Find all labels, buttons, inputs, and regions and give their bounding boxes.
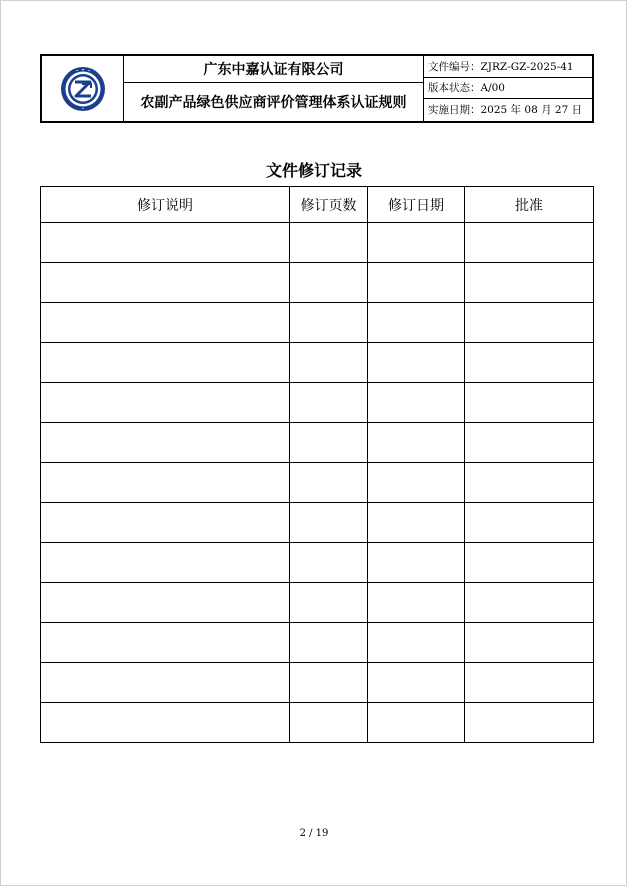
- table-row: [41, 463, 594, 503]
- table-row: [41, 383, 594, 423]
- revision-table: [40, 186, 594, 743]
- table-row: [41, 343, 594, 383]
- table-cell: [290, 463, 368, 503]
- table-cell: [290, 223, 368, 263]
- column-header-pages: 修订页数: [290, 187, 368, 223]
- table-cell: [290, 503, 368, 543]
- column-header-approval: 批准: [465, 187, 594, 223]
- table-cell: [465, 223, 594, 263]
- table-cell: [41, 263, 290, 303]
- table-cell: [368, 303, 465, 343]
- table-cell: [368, 503, 465, 543]
- table-cell: [465, 303, 594, 343]
- table-cell: [290, 583, 368, 623]
- table-cell: [290, 343, 368, 383]
- effective-date: 实施日期：2025 年 08 月 27 日: [428, 104, 583, 117]
- company-name: 广东中嘉认证有限公司: [124, 56, 423, 83]
- table-cell: [465, 463, 594, 503]
- table-cell: [368, 383, 465, 423]
- table-row: [41, 703, 594, 743]
- table-cell: [290, 423, 368, 463]
- table-cell: [41, 543, 290, 583]
- table-cell: [465, 423, 594, 463]
- table-cell: [290, 623, 368, 663]
- document-header: [40, 54, 594, 123]
- table-cell: [368, 543, 465, 583]
- table-cell: [465, 383, 594, 423]
- table-cell: [368, 263, 465, 303]
- meta-cell: [424, 56, 592, 121]
- table-cell: [465, 703, 594, 743]
- section-title: 文件修订记录: [265, 161, 362, 180]
- table-cell: [465, 343, 594, 383]
- table-row: [41, 263, 594, 303]
- table-cell: [290, 703, 368, 743]
- table-row: [41, 423, 594, 463]
- table-cell: [465, 263, 594, 303]
- table-cell: [41, 583, 290, 623]
- table-cell: [41, 503, 290, 543]
- table-row: [41, 583, 594, 623]
- logo-cell: [42, 56, 124, 121]
- table-cell: [465, 663, 594, 703]
- table-cell: [41, 383, 290, 423]
- revision-table-body: [41, 223, 594, 743]
- table-cell: [368, 663, 465, 703]
- table-cell: [290, 263, 368, 303]
- table-cell: [41, 223, 290, 263]
- table-cell: [465, 503, 594, 543]
- table-cell: [41, 463, 290, 503]
- page-number: 2 / 19: [299, 828, 329, 839]
- column-header-description: 修订说明: [41, 187, 290, 223]
- table-cell: [290, 383, 368, 423]
- table-cell: [290, 543, 368, 583]
- table-cell: [368, 423, 465, 463]
- table-row: [41, 623, 594, 663]
- column-header-date: 修订日期: [368, 187, 465, 223]
- table-cell: [41, 663, 290, 703]
- table-cell: [41, 343, 290, 383]
- table-row: [41, 303, 594, 343]
- table-cell: [290, 303, 368, 343]
- table-cell: [368, 223, 465, 263]
- table-cell: [41, 303, 290, 343]
- title-cell: [124, 56, 424, 121]
- table-row: [41, 543, 594, 583]
- table-row: [41, 503, 594, 543]
- table-header-row: [41, 187, 594, 223]
- table-cell: [368, 463, 465, 503]
- table-row: [41, 663, 594, 703]
- table-cell: [41, 703, 290, 743]
- table-cell: [368, 583, 465, 623]
- table-cell: [290, 663, 368, 703]
- table-cell: [368, 623, 465, 663]
- table-cell: [465, 543, 594, 583]
- table-row: [41, 223, 594, 263]
- version-status: 版本状态：A/00: [424, 78, 592, 100]
- table-cell: [368, 703, 465, 743]
- company-seal-logo: [60, 66, 106, 112]
- table-cell: [465, 623, 594, 663]
- document-title: 农副产品绿色供应商评价管理体系认证规则: [140, 95, 407, 111]
- table-cell: [465, 583, 594, 623]
- table-cell: [41, 623, 290, 663]
- table-cell: [41, 423, 290, 463]
- table-cell: [368, 343, 465, 383]
- file-number: 文件编号：ZJRZ-GZ-2025-41: [424, 56, 592, 78]
